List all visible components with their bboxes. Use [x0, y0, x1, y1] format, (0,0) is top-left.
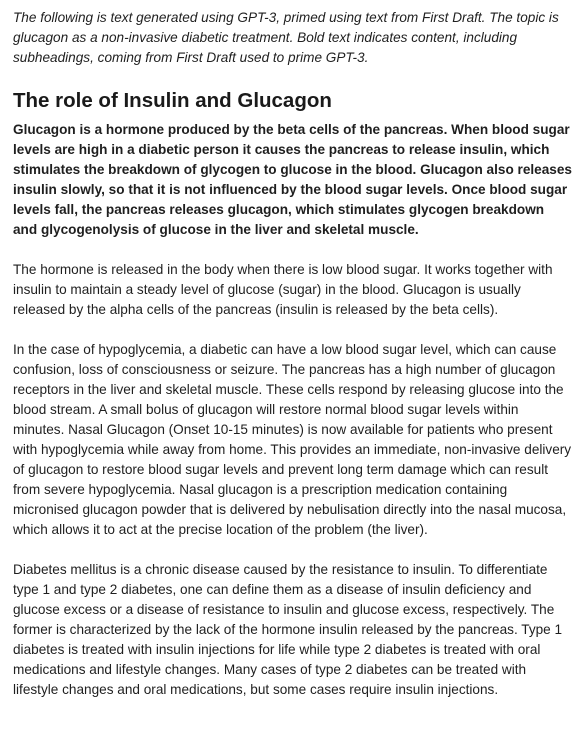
paragraph-hypoglycemia: In the case of hypoglycemia, a diabetic can have a low blood sugar level, which can cause confusion, loss of consciousness or seizure. The pancreas has a high number of glucagon receptors in the liver and skeletal muscle. These cells respond by releasing glucose into the blood stream. A small bolus of glucagon will restore normal blood sugar levels within minutes. Nasal Glucagon (Onset 10-15 minutes) is now available for patients who present with hypoglycemia while away from home. This provides an immediate, non-invasive delivery of glucagon to restore blood sugar levels and prevent long term damage which can result from severe hypoglycemia. Nasal glucagon is a prescription medication containing micronised glucagon powder that is delivered by nebulisation directly into the nasal mucosa, which allows it to act at the precise location of the problem (the liver). — [13, 342, 572, 537]
intro-note: The following is text generated using GPT-3, primed using text from First Draft. The topic is glucagon as a non-invasive diabetic treatment. Bold text indicates content, including subheadings, coming from First Draft used to prime GPT-3. — [13, 10, 559, 65]
section-heading: The role of Insulin and Glucagon — [13, 89, 332, 112]
paragraph-primed-bold: Glucagon is a hormone produced by the beta cells of the pancreas. When blood sugar levels are high in a diabetic person it causes the pancreas to release insulin, which stimulates the breakdown of glycogen to glucose in the blood. Glucagon also releases insulin slowly, so that it is not influenced by the blood sugar levels. Once blood sugar levels fall, the pancreas releases glucagon, which stimulates glycogen breakdown and glycogenolysis of glucose in the liver and skeletal muscle. — [13, 122, 572, 237]
paragraph-hormone-release: The hormone is released in the body when there is low blood sugar. It works together with insulin to maintain a steady level of glucose (sugar) in the blood. Glucagon is usually released by the alpha cells of the pancreas (insulin is released by the beta cells). — [13, 262, 553, 317]
paragraph-diabetes-mellitus: Diabetes mellitus is a chronic disease caused by the resistance to insulin. To differentiate type 1 and type 2 diabetes, one can define them as a disease of insulin deficiency and glucose excess or a disease of resistance to insulin and glucose excess, respectively. The former is characterized by the lack of the hormone insulin released by the pancreas. Type 1 diabetes is treated with insulin injections for life while type 2 diabetes is treated with oral medications and lifestyle changes. Many cases of type 2 diabetes can be treated with lifestyle changes and oral medications, but some cases require insulin injections. — [13, 562, 563, 697]
